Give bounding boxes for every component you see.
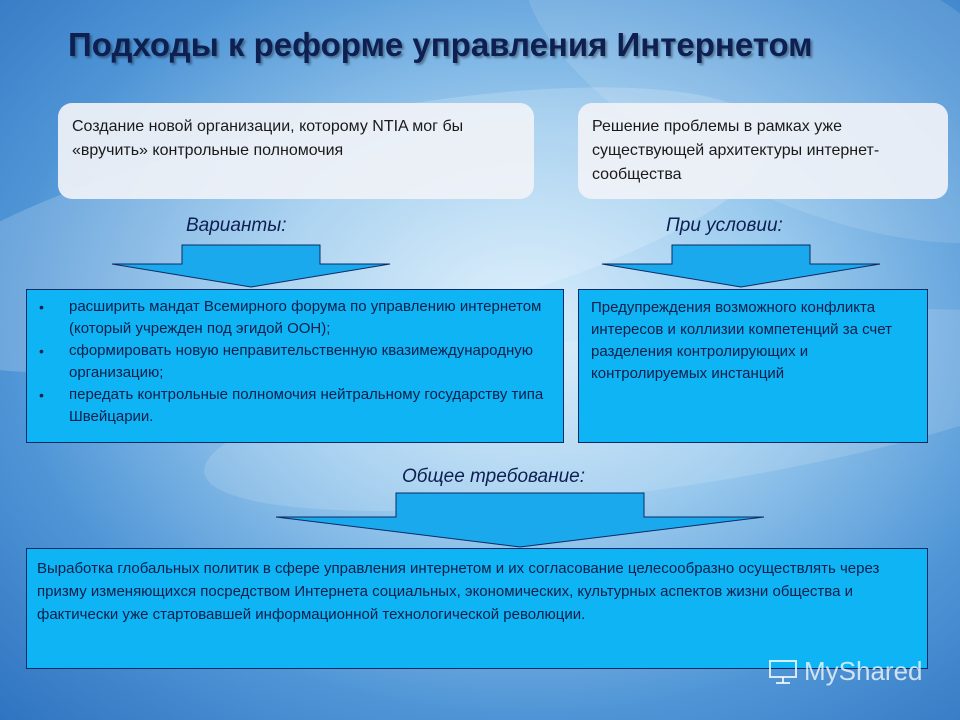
variant-item: • передать контрольные полномочия нейтральному государству типа Швейцарии. (37, 384, 553, 428)
watermark (768, 656, 923, 687)
variants-label: Варианты: (186, 215, 287, 236)
condition-text: Предупреждения возможного конфликта интересов и коллизии компетенций за счет разделения контролирующих и контролируемых инстанций (591, 299, 892, 382)
left-down-arrow-icon (108, 244, 394, 288)
left-option-box: Создание новой организации, которому NTIA мог бы «вручить» контрольные полномочия (58, 103, 534, 199)
requirement-box (26, 548, 928, 669)
watermark-text: MyShared (804, 656, 923, 686)
right-down-arrow-icon (598, 244, 884, 288)
variants-list (37, 296, 553, 428)
requirement-text: Выработка глобальных политик в сфере управления интернетом и их согласование целесообразно осуществлять через призму изменяющихся посредством Интернета социальных, экономических, культурных аспектов жизни общества и фактически уже стартовавшей информационной технологической революции. (37, 560, 880, 623)
bottom-down-arrow-icon (272, 492, 768, 548)
variant-item: • расширить мандат Всемирного форума по управлению интернетом (который учрежден под эгидой ООН); (37, 296, 553, 340)
variants-box (26, 289, 564, 443)
presentation-icon (768, 659, 798, 685)
condition-label: При условии: (666, 215, 783, 236)
right-option-box: Решение проблемы в рамках уже существующей архитектуры интернет-сообщества (578, 103, 948, 199)
slide-title: Подходы к реформе управления Интернетом (68, 26, 813, 63)
requirement-label: Общее требование: (402, 466, 585, 487)
variant-item: • сформировать новую неправительственную квазимеждународную организацию; (37, 340, 553, 384)
condition-box (578, 289, 928, 443)
